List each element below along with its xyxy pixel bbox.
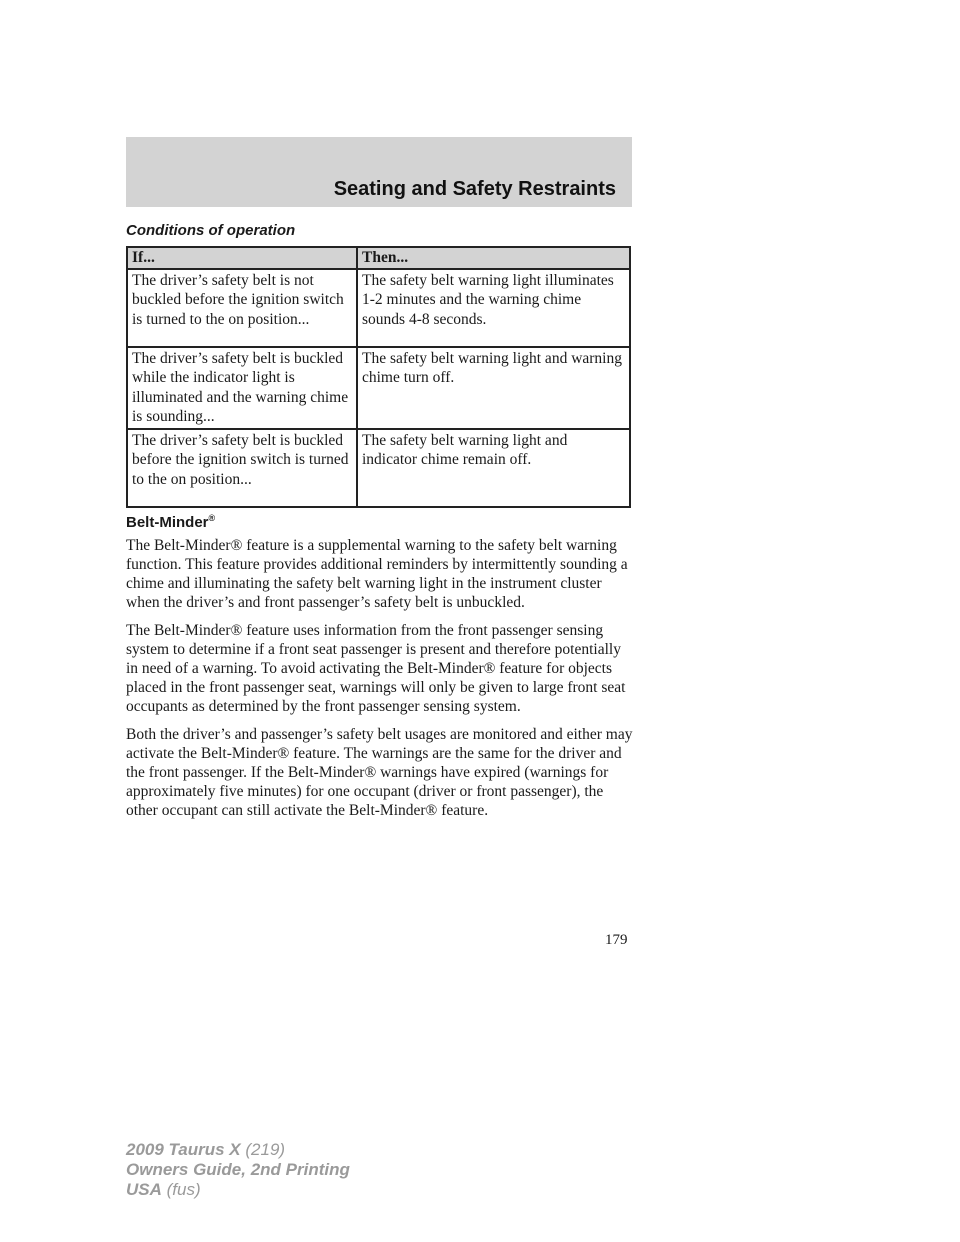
footer-model: 2009 Taurus X [126,1140,241,1159]
footer-market: USA [126,1180,162,1199]
section-title: Seating and Safety Restraints [333,178,616,200]
paragraph: Both the driver’s and passenger’s safety belt usages are monitored and either may activate the Belt-Minder® feature. The warnings are the same for the driver and the front passenger. If the Belt-Minder® warnings have expired (warnings for approximately five minutes) for one occupant (driver or front passenger), the other occupant can still activate the Belt-Minder® feature. [126,726,633,819]
belt-minder-heading-text: Belt-Minder [126,514,209,531]
footer-edition: Owners Guide, 2nd Printing [126,1160,350,1179]
footer-market-code: (fus) [161,1180,201,1199]
column-header-then: Then... [357,247,630,269]
table-row [127,429,630,507]
condition-cell: The driver’s safety belt is buckled while the indicator light is illuminated and the warning chime is sounding... [127,347,357,429]
paragraph: The Belt-Minder® feature is a supplemental warning to the safety belt warning function. This feature provides additional reminders by intermittently sounding a chime and illuminating the safety belt warning light in the instrument cluster when the driver’s and front passenger’s safety belt is unbuckled. [126,537,628,611]
footer-line-model [126,1140,350,1160]
result-cell: The safety belt warning light and indicator chime remain off. [357,429,630,507]
table-row [127,269,630,347]
result-cell: The safety belt warning light and warning chime turn off. [357,347,630,429]
footer-line-market [126,1180,350,1200]
footer-model-code: (219) [240,1140,286,1159]
table-row [127,347,630,429]
registered-mark: ® [208,513,216,523]
belt-minder-body [126,536,636,829]
condition-cell: The driver’s safety belt is buckled before the ignition switch is turned to the on position... [127,429,357,507]
condition-cell: The driver’s safety belt is not buckled before the ignition switch is turned to the on position... [127,269,357,347]
paragraph: The Belt-Minder® feature uses information from the front passenger sensing system to determine if a front seat passenger is present and therefore potentially in need of a warning. To avoid activating the Belt-Minder® feature for objects placed in the front passenger seat, warnings will only be given to large front seat occupants as determined by the front passenger sensing system. [126,622,626,715]
section-header-band [126,137,632,207]
table-header-row [127,247,630,269]
document-footer [126,1140,350,1200]
conditions-table [126,246,631,508]
page-number: 179 [605,932,628,948]
column-header-if: If... [127,247,357,269]
belt-minder-heading [126,513,215,531]
conditions-heading: Conditions of operation [126,222,296,239]
result-cell: The safety belt warning light illuminates 1-2 minutes and the warning chime sounds 4-8 seconds. [357,269,630,347]
